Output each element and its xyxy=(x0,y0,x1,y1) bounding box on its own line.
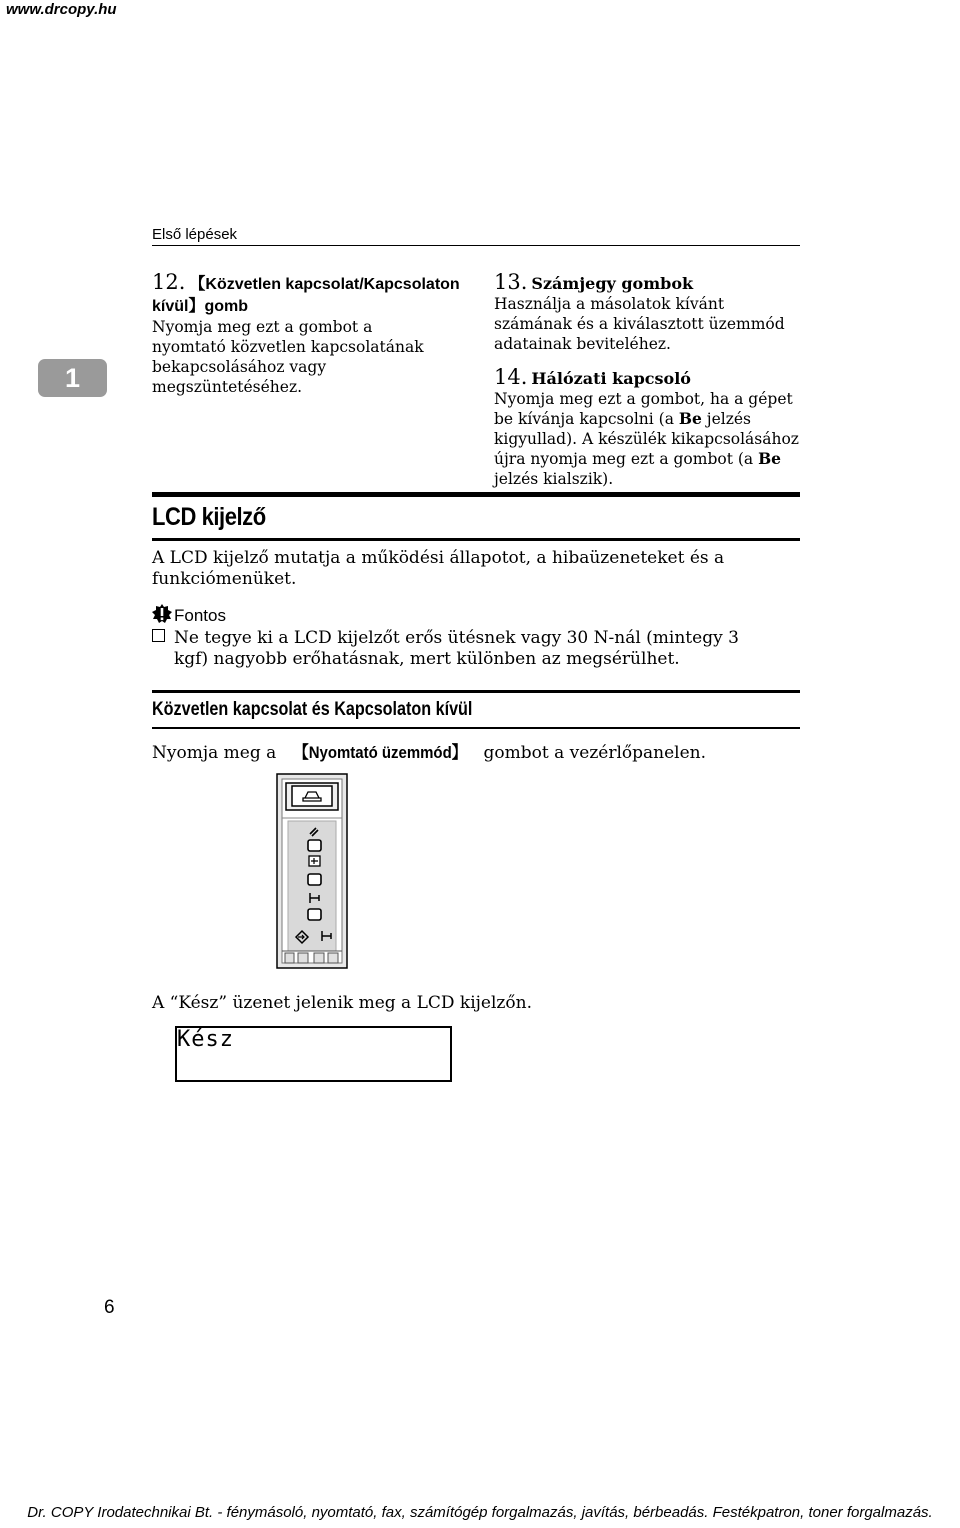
lcd-description: A LCD kijelző mutatja a működési állapotot, a hibaüzeneteket és a funkciómenüket. xyxy=(152,548,725,589)
warning-item xyxy=(152,628,792,670)
item-12-title xyxy=(152,272,462,317)
item-14-number: 14. xyxy=(494,365,528,389)
warning-text: Ne tegye ki a LCD kijelzőt erős ütésnek vagy 30 N-nál (mintegy 3 kgf) nagyobb erőhatásnak, mert különben az megsérülhet. xyxy=(174,628,739,669)
item-14 xyxy=(494,367,814,489)
press-instruction: Nyomja meg a 【Nyomtató üzemmód】 gombot a vezérlőpanelen. xyxy=(152,738,706,763)
header-rule xyxy=(152,245,800,246)
item-12-title-line1: 【Közvetlen kapcsolat/Kapcsolaton xyxy=(189,276,460,293)
lcd-section-heading: LCD kijelző xyxy=(152,503,266,531)
important-note xyxy=(152,604,226,626)
chapter-tab: 1 xyxy=(38,359,107,397)
item-13-title: Számjegy gombok xyxy=(531,274,694,293)
item-13-body: Használja a másolatok kívánt számának és a kiválasztott üzemmód adatainak beviteléhez. xyxy=(494,295,785,353)
lcd-display-figure xyxy=(175,1026,452,1082)
subsection-rule-bottom xyxy=(152,727,800,729)
site-url[interactable]: www.drcopy.hu xyxy=(6,1,117,18)
important-label: Fontos xyxy=(174,606,226,625)
item-14-title: Hálózati kapcsoló xyxy=(531,369,691,388)
subsection-rule-top xyxy=(152,690,800,693)
subsection-heading: Közvetlen kapcsolat és Kapcsolaton kívül xyxy=(152,699,473,720)
running-head: Első lépések xyxy=(152,226,238,243)
item-12-body: Nyomja meg ezt a gombot a nyomtató közvetlen kapcsolatának bekapcsolásához vagy megszüntetéséhez. xyxy=(152,318,424,396)
item-13 xyxy=(494,272,814,354)
checkbox-icon xyxy=(152,629,165,642)
item-12 xyxy=(152,272,462,397)
item-14-body: Nyomja meg ezt a gombot, ha a gépet be kívánja kapcsolni (a Be jelzés kigyullad). A készülék kikapcsolásához újra nyomja meg ezt a gombot (a Be jelzés kialszik). xyxy=(494,390,799,488)
footer-text: Dr. COPY Irodatechnikai Bt. - fénymásoló, nyomtató, fax, számítógép forgalmazás, javítás, bérbeadás. Festékpatron, toner forgalmazás. xyxy=(27,1504,933,1521)
printer-mode-key: 【Nyomtató üzemmód】 xyxy=(293,743,467,762)
lcd-display-message: Kész xyxy=(177,1027,234,1052)
item-13-number: 13. xyxy=(494,270,528,294)
copier-icon xyxy=(309,856,320,866)
section-rule-bottom xyxy=(152,538,800,541)
control-panel-figure xyxy=(276,773,352,971)
item-12-number: 12. xyxy=(152,270,186,294)
ready-message-text: A “Kész” üzenet jelenik meg a LCD kijelzőn. xyxy=(152,993,532,1013)
section-rule-top xyxy=(152,492,800,497)
item-12-title-line2: kívül】gomb xyxy=(152,298,249,315)
important-icon xyxy=(152,604,172,624)
page-number: 6 xyxy=(104,1297,115,1318)
